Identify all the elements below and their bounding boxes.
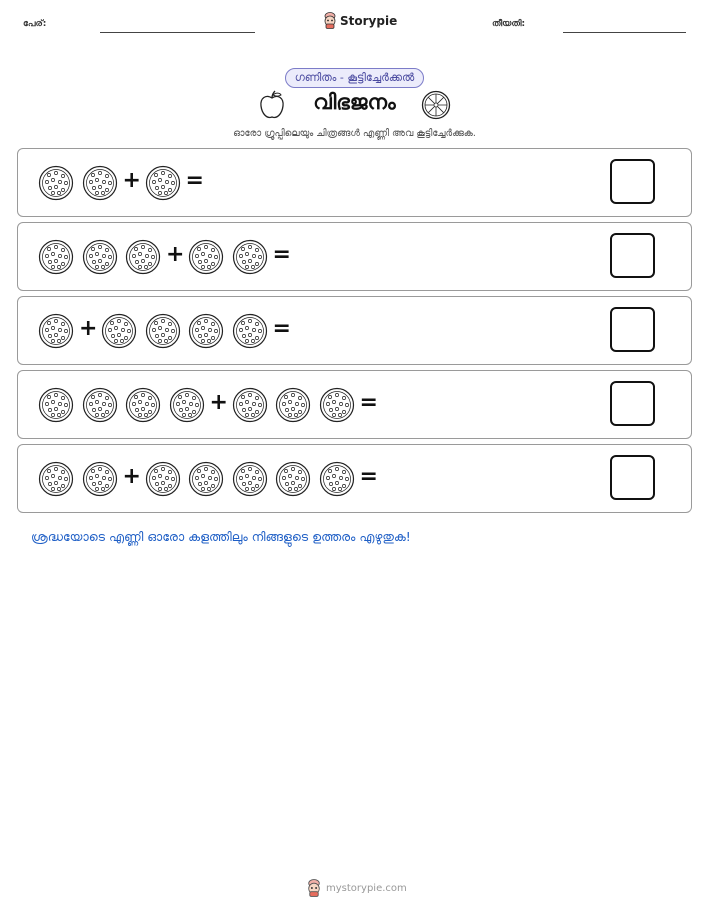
answer-box[interactable] [610, 233, 655, 278]
cookie-icon [145, 313, 181, 353]
cookie-icon [145, 461, 181, 501]
cookie-icon [38, 461, 74, 501]
cookie-icon [82, 165, 118, 205]
orange-slice-icon [421, 90, 451, 120]
problem-row [17, 148, 692, 217]
cookie-icon [125, 239, 161, 279]
answer-box[interactable] [610, 159, 655, 204]
cookie-icon [145, 165, 181, 205]
problem-row [17, 370, 692, 439]
problem-row [17, 296, 692, 365]
cookie-icon [232, 239, 268, 279]
date-field-line[interactable] [563, 32, 686, 33]
equals-sign: = [272, 242, 291, 267]
page-title: വിഭജനം [313, 90, 396, 114]
plus-sign: + [166, 242, 185, 267]
page-header [0, 0, 709, 46]
footer [306, 879, 407, 897]
cookie-icon [188, 461, 224, 501]
problem-row [17, 444, 692, 513]
answer-box[interactable] [610, 381, 655, 426]
cookie-icon [125, 387, 161, 427]
cookie-icon [38, 165, 74, 205]
cookie-icon [232, 387, 268, 427]
equals-sign: = [359, 390, 378, 415]
cookie-icon [169, 387, 205, 427]
cookie-icon [101, 313, 137, 353]
cookie-icon [38, 313, 74, 353]
title-row [0, 90, 709, 122]
footer-url[interactable]: mystorypie.com [326, 882, 407, 894]
plus-sign: + [122, 168, 141, 193]
instructions: ഓരോ ഗ്രൂപ്പിലെയും ചിത്രങ്ങൾ എണ്ണി അവ കൂട്ടിച്ചേർക്കുക. [233, 128, 476, 139]
cookie-icon [38, 239, 74, 279]
problem-row [17, 222, 692, 291]
cookie-icon [82, 387, 118, 427]
name-label: പേര്: [23, 19, 47, 29]
footer-note: ശ്രദ്ധയോടെ എണ്ണി ഓരോ കളത്തിലും നിങ്ങളുടെ ഉത്തരം എഴുതുക! [31, 529, 411, 544]
cookie-icon [232, 461, 268, 501]
cookie-icon [275, 461, 311, 501]
cookie-icon [188, 239, 224, 279]
brand-name: Storypie [340, 13, 398, 28]
answer-box[interactable] [610, 307, 655, 352]
cookie-icon [188, 313, 224, 353]
subject-badge: ഗണിതം - കൂട്ടിച്ചേർക്കൽ [285, 68, 425, 88]
plus-sign: + [122, 464, 141, 489]
cookie-icon [319, 387, 355, 427]
cookie-icon [38, 387, 74, 427]
date-label: തീയതി: [492, 19, 526, 29]
storypie-mascot-icon [323, 12, 337, 29]
cookie-icon [275, 387, 311, 427]
plus-sign: + [79, 316, 98, 341]
subject-badge-wrap [0, 66, 709, 88]
answer-box[interactable] [610, 455, 655, 500]
brand-logo [323, 12, 397, 29]
equals-sign: = [359, 464, 378, 489]
equals-sign: = [272, 316, 291, 341]
cookie-icon [82, 461, 118, 501]
cookie-icon [319, 461, 355, 501]
footer-mascot-icon [306, 879, 322, 897]
name-field-line[interactable] [100, 32, 255, 33]
equals-sign: = [185, 168, 204, 193]
cookie-icon [82, 239, 118, 279]
cookie-icon [232, 313, 268, 353]
plus-sign: + [209, 390, 228, 415]
